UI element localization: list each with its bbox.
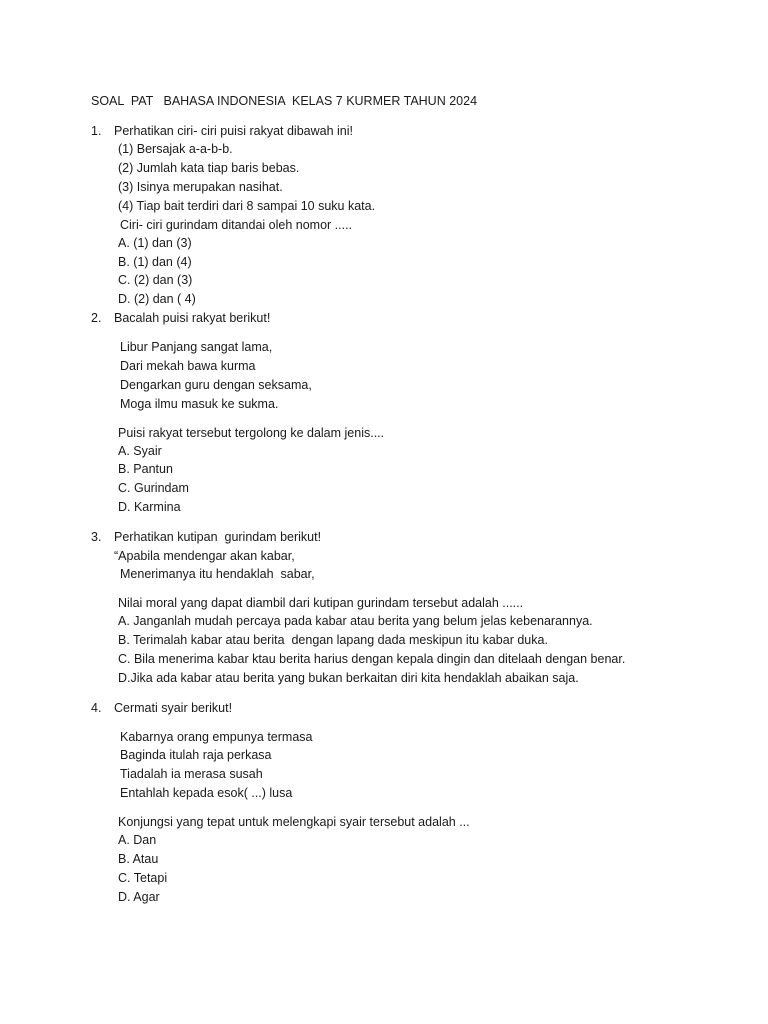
q2-option-a: A. Syair (118, 444, 162, 458)
q4-question: Konjungsi yang tepat untuk melengkapi syair tersebut adalah ... (118, 815, 470, 829)
q1-number: 1. (91, 124, 102, 138)
q4-option-a: A. Dan (118, 833, 157, 847)
q4-option-d: D. Agar (118, 890, 160, 904)
q3-question: Nilai moral yang dapat diambil dari kutipan gurindam tersebut adalah ...... (118, 596, 524, 610)
q3-quote-line: Menerimanya itu hendaklah sabar, (120, 567, 315, 581)
q1-question: Ciri- ciri gurindam ditandai oleh nomor ..... (120, 218, 353, 232)
q1-item: (3) Isinya merupakan nasihat. (118, 180, 283, 194)
q1-option-c: C. (2) dan (3) (118, 273, 193, 287)
q4-option-c: C. Tetapi (118, 871, 168, 885)
q1-option-d: D. (2) dan ( 4) (118, 292, 196, 306)
document-title: SOAL PAT BAHASA INDONESIA KELAS 7 KURMER TAHUN 2024 (91, 94, 478, 108)
q4-prompt: Cermati syair berikut! (114, 701, 233, 715)
q1-item: (1) Bersajak a-a-b-b. (118, 142, 233, 156)
q2-prompt: Bacalah puisi rakyat berikut! (114, 311, 271, 325)
q3-option-d: D.Jika ada kabar atau berita yang bukan berkaitan diri kita hendaklah abaikan saja. (118, 671, 579, 685)
q3-option-b: B. Terimalah kabar atau berita dengan lapang dada meskipun itu kabar duka. (118, 633, 548, 647)
q2-poem-line: Moga ilmu masuk ke sukma. (120, 397, 279, 411)
q1-item: (2) Jumlah kata tiap baris bebas. (118, 161, 300, 175)
q3-option-a: A. Janganlah mudah percaya pada kabar atau berita yang belum jelas kebenarannya. (118, 614, 593, 628)
q4-poem-line: Tiadalah ia merasa susah (120, 767, 263, 781)
q3-quote-line: “Apabila mendengar akan kabar, (114, 549, 295, 563)
q4-poem-line: Baginda itulah raja perkasa (120, 748, 272, 762)
q2-question: Puisi rakyat tersebut tergolong ke dalam jenis.... (118, 426, 385, 440)
q2-poem-line: Dari mekah bawa kurma (120, 359, 256, 373)
q4-poem-line: Kabarnya orang empunya termasa (120, 730, 313, 744)
q3-prompt: Perhatikan kutipan gurindam berikut! (114, 530, 322, 544)
q1-item: (4) Tiap bait terdiri dari 8 sampai 10 suku kata. (118, 199, 376, 213)
q2-option-b: B. Pantun (118, 462, 173, 476)
q4-option-b: B. Atau (118, 852, 159, 866)
q1-option-b: B. (1) dan (4) (118, 255, 192, 269)
q1-option-a: A. (1) dan (3) (118, 236, 192, 250)
q1-prompt: Perhatikan ciri- ciri puisi rakyat dibawah ini! (114, 124, 353, 138)
q2-option-d: D. Karmina (118, 500, 181, 514)
q3-option-c: C. Bila menerima kabar ktau berita harius dengan kepala dingin dan ditelaah dengan benar. (118, 652, 626, 666)
q2-poem-line: Dengarkan guru dengan seksama, (120, 378, 312, 392)
q2-poem-line: Libur Panjang sangat lama, (120, 340, 273, 354)
q3-number: 3. (91, 530, 102, 544)
q4-number: 4. (91, 701, 102, 715)
q4-poem-line: Entahlah kepada esok( ...) lusa (120, 786, 293, 800)
q2-number: 2. (91, 311, 102, 325)
q2-option-c: C. Gurindam (118, 481, 189, 495)
